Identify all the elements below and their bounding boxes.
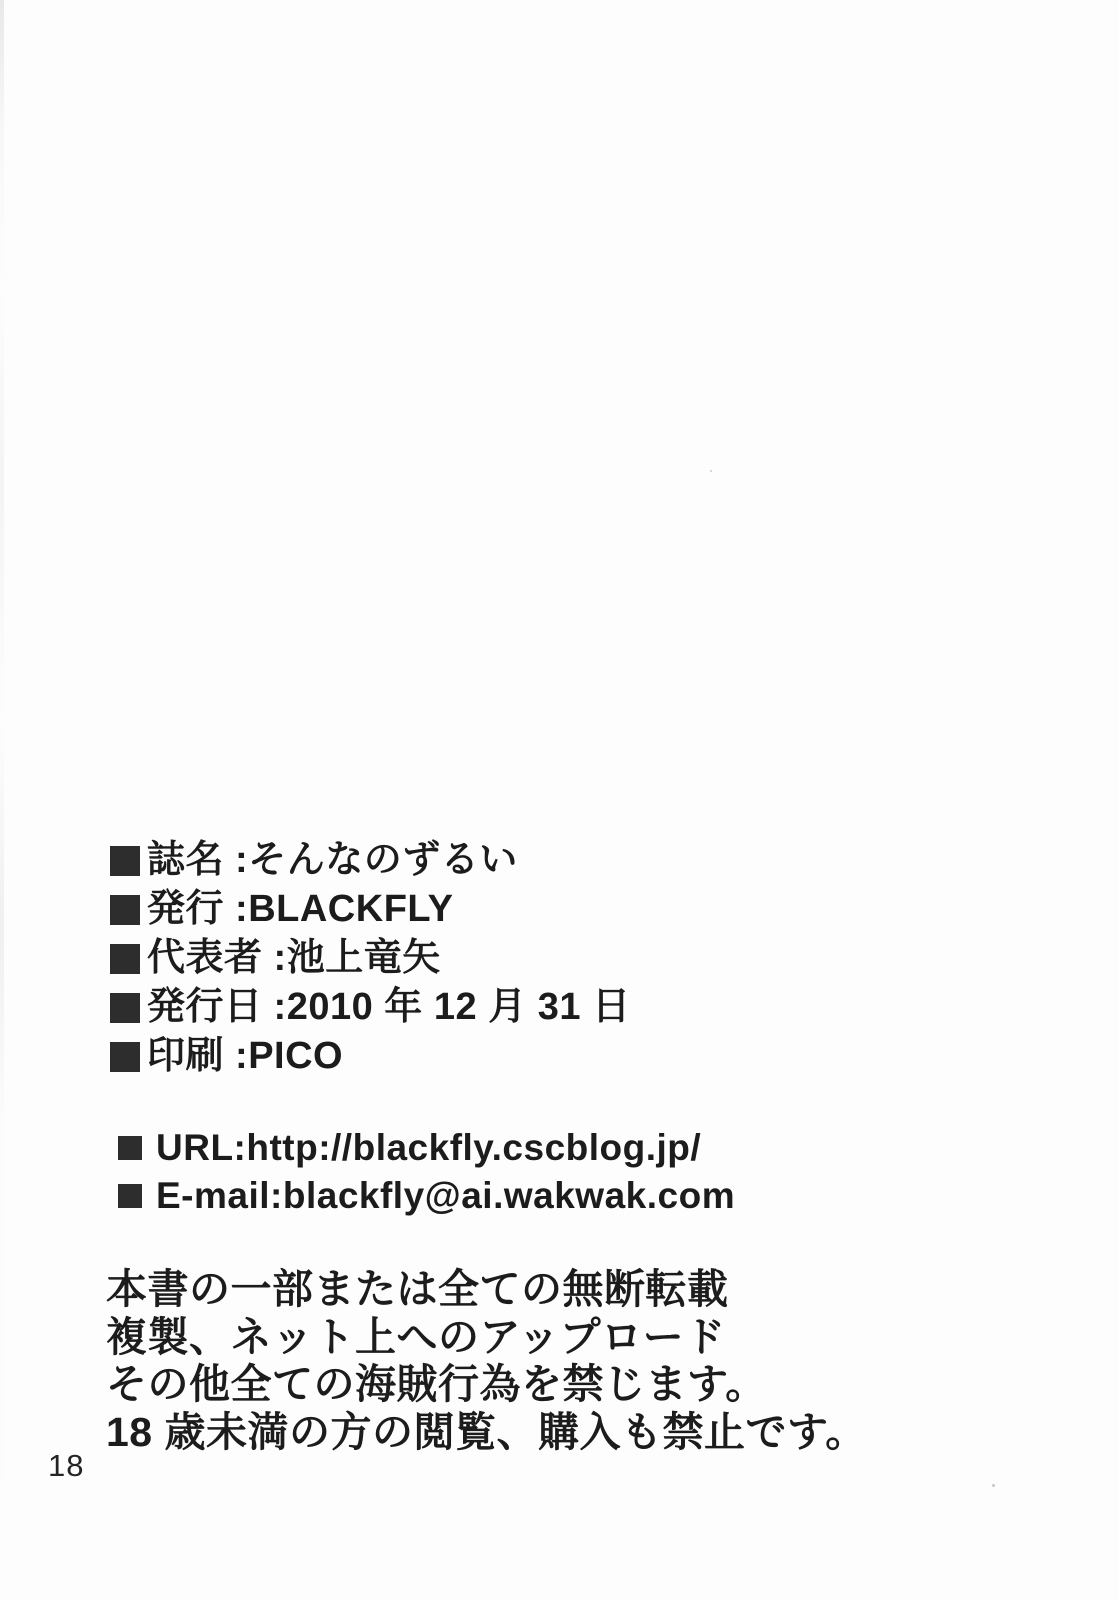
square-bullet-icon [110, 944, 140, 974]
detail-line-title [110, 836, 631, 885]
scan-edge-artifact [0, 0, 4, 1600]
scan-speck [992, 1484, 995, 1487]
notice-line-text: 本書の一部または全ての無断転載 [106, 1266, 729, 1312]
notice-line [106, 1314, 867, 1362]
notice-line-text: 複製、ネット上へのアップロード [106, 1313, 726, 1360]
square-bullet-icon [110, 1042, 140, 1072]
detail-publisher-text: 発行 :BLACKFLY [147, 888, 454, 930]
square-bullet-icon [118, 1184, 142, 1208]
scan-speck [710, 470, 712, 472]
page-number: 18 [48, 1448, 85, 1483]
square-bullet-icon [110, 846, 140, 876]
square-bullet-icon [118, 1136, 142, 1160]
notice-line-text: 18 歳未満の方の閲覧、購入も禁止です。 [106, 1408, 867, 1455]
detail-line-publish-date [110, 983, 631, 1032]
notice-line [106, 1266, 867, 1314]
square-bullet-icon [110, 895, 140, 925]
notice-line [106, 1361, 867, 1409]
detail-title-text: 誌名 :そんなのずるい [147, 839, 518, 881]
piracy-notice [106, 1266, 867, 1456]
colophon-details [110, 836, 631, 1081]
contact-url-text: URL:http://blackfly.cscblog.jp/ [156, 1127, 702, 1168]
square-bullet-icon [110, 993, 140, 1023]
contact-email-text: E-mail:blackfly@ai.wakwak.com [156, 1175, 736, 1216]
detail-representative-text: 代表者 :池上竜矢 [147, 937, 441, 979]
contact-line-url [118, 1124, 735, 1172]
detail-line-representative [110, 934, 631, 983]
detail-line-publisher [110, 885, 631, 934]
detail-publish-date-text: 発行日 :2010 年 12 月 31 日 [147, 986, 631, 1028]
detail-line-printer [110, 1032, 631, 1081]
contact-line-email [118, 1172, 735, 1220]
colophon-contacts [118, 1124, 735, 1220]
notice-line [106, 1409, 867, 1457]
notice-line-text: その他全ての海賊行為を禁じます。 [106, 1361, 767, 1407]
detail-printer-text: 印刷 :PICO [147, 1035, 344, 1077]
